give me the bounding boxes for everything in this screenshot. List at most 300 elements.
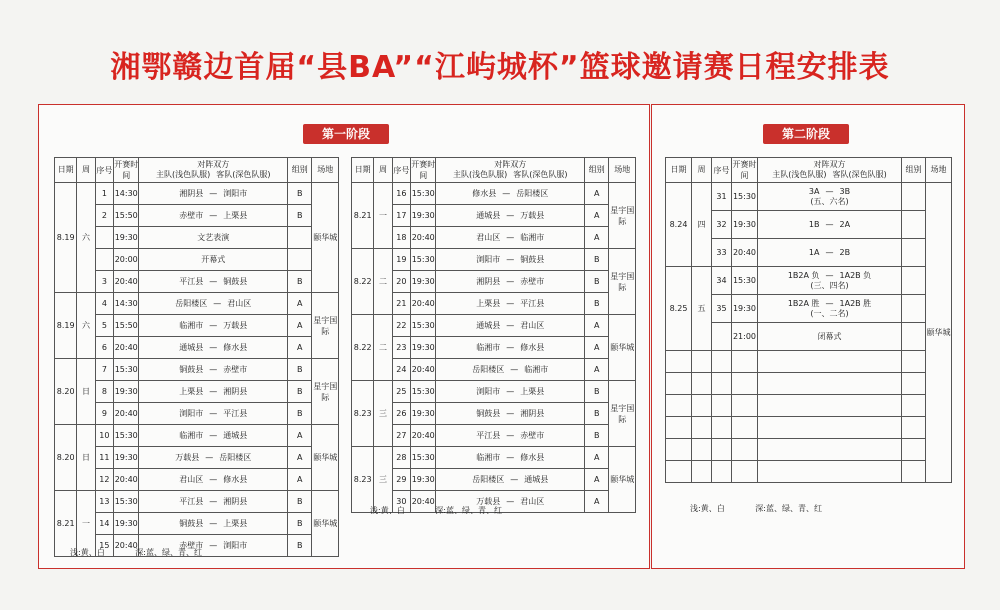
header-weekday: 周 (374, 158, 392, 183)
time-cell: 19:30 (411, 469, 436, 491)
venue-cell: 星宇国际 (312, 359, 339, 425)
matchup-cell (139, 447, 288, 469)
away-team: 万载县 (223, 320, 248, 330)
time-cell: 15:50 (114, 205, 139, 227)
stage2-schedule-table (665, 157, 952, 483)
matchup (436, 431, 584, 441)
matchup-cell (436, 359, 585, 381)
away-team: 君山区 (227, 298, 252, 308)
date-cell: 8.23 (352, 381, 374, 447)
header-group: 组别 (288, 158, 312, 183)
group-cell: B (288, 205, 312, 227)
venue-cell: 星宇国际 (609, 183, 636, 249)
away-team: 通城县 (524, 474, 549, 484)
weekday-cell: 日 (77, 359, 95, 425)
legend-note-middle (370, 505, 530, 516)
empty-cell (692, 395, 712, 417)
matchup-cell (436, 381, 585, 403)
weekday-cell: 一 (374, 183, 392, 249)
group-cell (902, 239, 926, 267)
matchup-cell (139, 469, 288, 491)
group-cell: A (288, 337, 312, 359)
legend-light: 浅:黄、白 (370, 506, 405, 515)
home-team: 1B (808, 219, 820, 229)
matchup (436, 365, 584, 375)
empty-cell (758, 417, 902, 439)
seq-cell: 5 (95, 315, 113, 337)
home-team: 临湘市 (179, 430, 204, 440)
time-cell: 20:40 (411, 491, 436, 513)
vs-dash: — (825, 186, 834, 196)
group-cell (902, 183, 926, 211)
home-team: 上栗县 (179, 386, 204, 396)
table-row (352, 249, 636, 271)
weekday-cell: 三 (374, 447, 392, 513)
matchup-cell (436, 425, 585, 447)
header-away: 客队(深色队服) (832, 170, 887, 179)
home-team: 铜鼓县 (179, 518, 204, 528)
away-team: 平江县 (520, 298, 545, 308)
vs-dash: — (506, 342, 515, 352)
date-cell: 8.21 (352, 183, 374, 249)
table-row (55, 447, 339, 469)
away-team: 平江县 (223, 408, 248, 418)
empty-cell (902, 417, 926, 439)
matchup-cell (139, 381, 288, 403)
home-team: 岳阳楼区 (175, 298, 208, 308)
home-team: 1B2A 负 (787, 270, 820, 280)
home-team: 赤壁市 (179, 540, 204, 550)
time-cell: 15:30 (411, 183, 436, 205)
seq-cell: 17 (392, 205, 410, 227)
seq-cell: 11 (95, 447, 113, 469)
time-cell: 19:30 (411, 271, 436, 293)
vs-dash: — (825, 298, 834, 308)
away-team: 上栗县 (223, 518, 248, 528)
empty-cell (712, 439, 732, 461)
time-cell: 20:40 (114, 535, 139, 557)
group-cell: B (585, 271, 609, 293)
matchup-cell (758, 295, 902, 323)
matchup (436, 255, 584, 265)
away-team: 浏阳市 (223, 188, 248, 198)
table-row (55, 469, 339, 491)
matchup (139, 519, 287, 529)
empty-cell (666, 395, 692, 417)
stage2-label: 第二阶段 (763, 124, 849, 144)
venue-cell: 星宇国际 (609, 381, 636, 447)
away-team: 2B (839, 247, 851, 257)
time-cell: 21:00 (732, 323, 758, 351)
legend-light: 浅:黄、白 (70, 548, 105, 557)
vs-dash: — (506, 452, 515, 462)
stage1-schedule-table-left (54, 157, 339, 557)
away-team: 岳阳楼区 (219, 452, 252, 462)
table-row (55, 359, 339, 381)
weekday-cell: 六 (77, 183, 95, 293)
empty-cell (732, 373, 758, 395)
empty-cell (732, 417, 758, 439)
page-title: 湘鄂赣边首届“县BA”“江屿城杯”篮球邀请赛日程安排表 (110, 50, 890, 85)
placement-note: (五、六名) (810, 196, 849, 206)
away-team: 修水县 (520, 342, 545, 352)
table-row (352, 271, 636, 293)
matchup (139, 277, 287, 287)
home-team: 通城县 (476, 210, 501, 220)
seq-cell (95, 249, 113, 271)
group-cell: B (585, 293, 609, 315)
home-team: 临湘市 (179, 320, 204, 330)
matchup (139, 409, 287, 419)
matchup (139, 387, 287, 397)
weekday-cell: 四 (692, 183, 712, 267)
matchup (436, 211, 584, 221)
matchup (139, 211, 287, 221)
time-cell: 20:00 (114, 249, 139, 271)
matchup (758, 187, 901, 197)
away-team: 君山区 (520, 496, 545, 506)
header-team-labels (139, 170, 287, 180)
away-team: 修水县 (223, 474, 248, 484)
matchup-cell (436, 271, 585, 293)
group-cell (902, 267, 926, 295)
venue-cell: 颐华城 (312, 491, 339, 557)
empty-cell (666, 351, 692, 373)
header-home: 主队(浅色队服) (453, 170, 508, 179)
vs-dash: — (506, 386, 515, 396)
table-row (55, 315, 339, 337)
home-team: 浏阳市 (179, 408, 204, 418)
table-row (666, 267, 952, 295)
seq-cell: 19 (392, 249, 410, 271)
matchup-cell (436, 249, 585, 271)
vs-dash: — (506, 254, 515, 264)
time-cell: 20:40 (411, 359, 436, 381)
empty-cell (732, 461, 758, 483)
time-cell: 15:30 (411, 315, 436, 337)
empty-cell (758, 439, 902, 461)
header-group: 组别 (585, 158, 609, 183)
seq-cell: 14 (95, 513, 113, 535)
time-cell: 20:40 (114, 469, 139, 491)
table-row (352, 205, 636, 227)
table-row (352, 403, 636, 425)
header-time: 开赛时间 (114, 158, 139, 183)
time-cell: 15:30 (411, 447, 436, 469)
matchup (436, 343, 584, 353)
header-matchup-label: 对阵双方 (813, 160, 846, 169)
matchup-cell (436, 227, 585, 249)
home-team: 万载县 (476, 496, 501, 506)
venue-cell: 颐华城 (926, 183, 952, 483)
empty-cell (758, 461, 902, 483)
time-cell: 15:30 (114, 425, 139, 447)
empty-cell (758, 373, 902, 395)
matchup-cell (436, 183, 585, 205)
matchup (139, 343, 287, 353)
home-team: 平江县 (179, 496, 204, 506)
matchup-cell (139, 205, 288, 227)
vs-dash: — (506, 496, 515, 506)
legend-dark: 深:蓝、绿、青、红 (435, 506, 502, 515)
home-team: 3A (808, 186, 820, 196)
header-time: 开赛时间 (732, 158, 758, 183)
weekday-cell: 六 (77, 293, 95, 359)
vs-dash: — (825, 219, 834, 229)
away-team: 浏阳市 (223, 540, 248, 550)
table-row (55, 249, 339, 271)
matchup-cell (436, 205, 585, 227)
matchup-cell (758, 239, 902, 267)
matchup (139, 497, 287, 507)
home-team: 君山区 (476, 232, 501, 242)
empty-cell (666, 461, 692, 483)
vs-dash: — (506, 430, 515, 440)
header-matchup (758, 158, 902, 183)
placement-note: (三、四名) (810, 280, 849, 290)
time-cell: 19:30 (411, 205, 436, 227)
matchup-cell (139, 315, 288, 337)
venue-cell: 颐华城 (312, 425, 339, 491)
group-cell: B (585, 381, 609, 403)
vs-dash: — (510, 474, 519, 484)
header-home: 主队(浅色队服) (772, 170, 827, 179)
time-cell: 20:40 (411, 425, 436, 447)
vs-dash: — (506, 276, 515, 286)
group-cell: B (585, 403, 609, 425)
matchup (758, 271, 901, 281)
away-team: 上栗县 (223, 210, 248, 220)
seq-cell: 27 (392, 425, 410, 447)
table-row (55, 513, 339, 535)
group-cell: B (288, 381, 312, 403)
group-cell: B (585, 249, 609, 271)
header-date: 日期 (666, 158, 692, 183)
seq-cell: 24 (392, 359, 410, 381)
header-row (55, 158, 339, 183)
home-team: 湘阴县 (179, 188, 204, 198)
group-cell (902, 295, 926, 323)
event-cell: 开幕式 (139, 249, 288, 271)
time-cell: 20:40 (732, 239, 758, 267)
empty-cell (732, 351, 758, 373)
group-cell: B (288, 403, 312, 425)
home-team: 浏阳市 (476, 254, 501, 264)
time-cell: 15:30 (411, 381, 436, 403)
vs-dash: — (510, 364, 519, 374)
table-row (352, 381, 636, 403)
seq-cell: 18 (392, 227, 410, 249)
home-team: 赤壁市 (179, 210, 204, 220)
group-cell: A (585, 205, 609, 227)
vs-dash: — (209, 496, 218, 506)
matchup (139, 365, 287, 375)
matchup-cell (436, 315, 585, 337)
venue-cell: 星宇国际 (609, 249, 636, 315)
seq-cell: 20 (392, 271, 410, 293)
header-venue: 场地 (926, 158, 952, 183)
table-row (55, 205, 339, 227)
seq-cell: 35 (712, 295, 732, 323)
seq-cell: 22 (392, 315, 410, 337)
matchup-cell (139, 359, 288, 381)
time-cell: 19:30 (114, 513, 139, 535)
group-cell: B (288, 535, 312, 557)
empty-cell (732, 439, 758, 461)
matchup-cell (758, 211, 902, 239)
vs-dash: — (209, 408, 218, 418)
matchup-cell (139, 183, 288, 205)
away-team: 临湘市 (520, 232, 545, 242)
away-team: 万载县 (520, 210, 545, 220)
home-team: 平江县 (179, 276, 204, 286)
header-group: 组别 (902, 158, 926, 183)
home-team: 岳阳楼区 (472, 474, 505, 484)
empty-cell (692, 417, 712, 439)
seq-cell: 26 (392, 403, 410, 425)
matchup (758, 248, 901, 258)
time-cell: 19:30 (114, 381, 139, 403)
group-cell: A (585, 447, 609, 469)
time-cell: 20:40 (411, 227, 436, 249)
matchup (436, 475, 584, 485)
away-team: 君山区 (520, 320, 545, 330)
vs-dash: — (209, 320, 218, 330)
seq-cell: 1 (95, 183, 113, 205)
home-team: 万载县 (175, 452, 200, 462)
legend-light: 浅:黄、白 (690, 504, 725, 513)
away-team: 1A2B 负 (839, 270, 872, 280)
matchup-cell (758, 267, 902, 295)
time-cell: 19:30 (114, 447, 139, 469)
away-team: 临湘市 (524, 364, 549, 374)
empty-row (666, 351, 952, 373)
vs-dash: — (209, 540, 218, 550)
seq-cell: 13 (95, 491, 113, 513)
vs-dash: — (205, 452, 214, 462)
header-seq: 序号 (95, 158, 113, 183)
legend-note-left (70, 547, 230, 558)
home-team: 铜鼓县 (476, 408, 501, 418)
table-row (352, 315, 636, 337)
away-team: 修水县 (223, 342, 248, 352)
empty-row (666, 417, 952, 439)
away-team: 岳阳楼区 (516, 188, 549, 198)
table-row (352, 337, 636, 359)
vs-dash: — (209, 518, 218, 528)
seq-cell: 10 (95, 425, 113, 447)
matchup-cell (436, 337, 585, 359)
home-team: 铜鼓县 (179, 364, 204, 374)
weekday-cell: 二 (374, 249, 392, 315)
time-cell: 14:30 (114, 293, 139, 315)
matchup (436, 233, 584, 243)
table-row (55, 337, 339, 359)
matchup-cell (139, 491, 288, 513)
vs-dash: — (209, 188, 218, 198)
date-cell: 8.22 (352, 249, 374, 315)
group-cell: A (585, 359, 609, 381)
header-weekday: 周 (692, 158, 712, 183)
group-cell: A (585, 337, 609, 359)
group-cell: A (288, 469, 312, 491)
time-cell: 20:40 (411, 293, 436, 315)
seq-cell: 16 (392, 183, 410, 205)
home-team: 临湘市 (476, 452, 501, 462)
empty-cell (666, 373, 692, 395)
empty-row (666, 373, 952, 395)
home-team: 浏阳市 (476, 386, 501, 396)
group-cell: A (288, 293, 312, 315)
away-team: 2A (839, 219, 851, 229)
matchup-cell (436, 447, 585, 469)
matchup (436, 277, 584, 287)
away-team: 铜鼓县 (223, 276, 248, 286)
empty-cell (666, 439, 692, 461)
away-team: 3B (839, 186, 851, 196)
away-team: 赤壁市 (520, 276, 545, 286)
matchup (436, 453, 584, 463)
seq-cell: 31 (712, 183, 732, 211)
time-cell: 20:40 (114, 337, 139, 359)
matchup (436, 299, 584, 309)
matchup-cell (139, 403, 288, 425)
table-row (666, 183, 952, 211)
matchup (436, 409, 584, 419)
table-row (352, 183, 636, 205)
time-cell: 15:30 (732, 183, 758, 211)
table-row (55, 491, 339, 513)
vs-dash: — (502, 188, 511, 198)
table-row (352, 227, 636, 249)
vs-dash: — (209, 430, 218, 440)
matchup-cell (436, 469, 585, 491)
matchup (139, 299, 287, 309)
weekday-cell: 一 (77, 491, 95, 557)
header-away: 客队(深色队服) (513, 170, 568, 179)
seq-cell: 8 (95, 381, 113, 403)
time-cell: 15:30 (114, 359, 139, 381)
seq-cell (712, 323, 732, 351)
away-team: 通城县 (223, 430, 248, 440)
group-cell: A (585, 315, 609, 337)
table-row (55, 271, 339, 293)
empty-cell (902, 439, 926, 461)
time-cell: 15:30 (114, 491, 139, 513)
seq-cell: 25 (392, 381, 410, 403)
away-team: 湘阴县 (223, 496, 248, 506)
home-team: 平江县 (476, 430, 501, 440)
header-matchup-label: 对阵双方 (197, 160, 230, 169)
time-cell: 19:30 (732, 295, 758, 323)
venue-cell: 颐华城 (312, 183, 339, 293)
date-cell: 8.19 (55, 293, 77, 359)
date-cell: 8.23 (352, 447, 374, 513)
group-cell: A (585, 469, 609, 491)
away-team: 湘阴县 (520, 408, 545, 418)
date-cell: 8.24 (666, 183, 692, 267)
weekday-cell: 日 (77, 425, 95, 491)
header-weekday: 周 (77, 158, 95, 183)
matchup (758, 299, 901, 309)
home-team: 1B2A 胜 (787, 298, 820, 308)
empty-cell (692, 439, 712, 461)
matchup-cell (139, 271, 288, 293)
seq-cell: 33 (712, 239, 732, 267)
matchup (436, 321, 584, 331)
home-team: 临湘市 (476, 342, 501, 352)
group-cell: B (288, 513, 312, 535)
